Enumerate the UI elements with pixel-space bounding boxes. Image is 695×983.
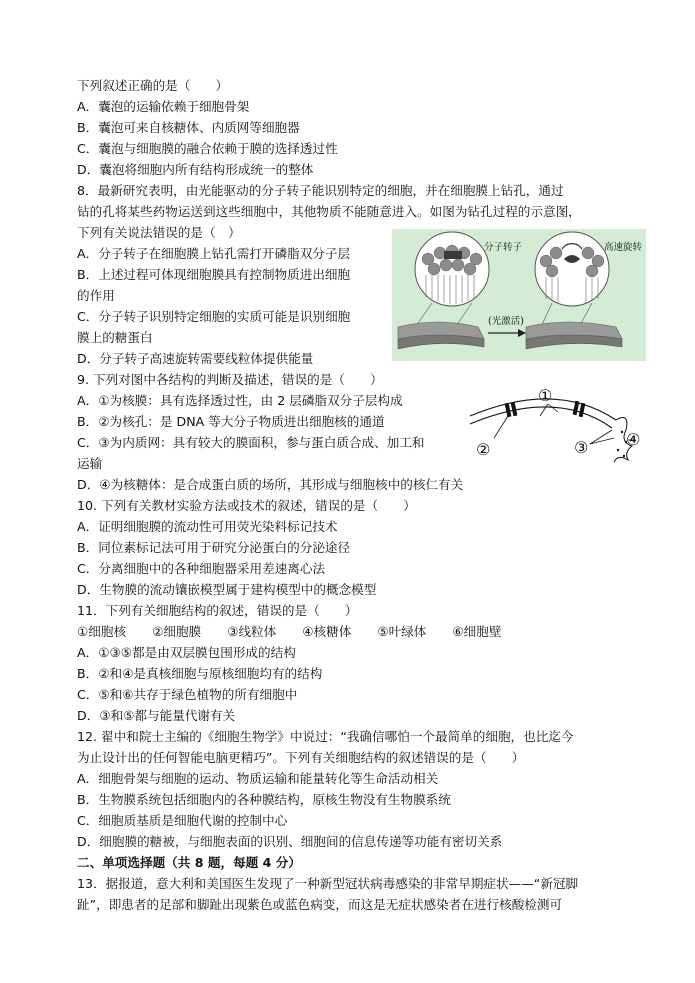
q9-nucleus-figure: [466, 386, 648, 470]
q11-structure-list: [77, 622, 527, 642]
q10-option-d: D．生物膜的流动镶嵌模型属于建构模型中的概念模型: [77, 582, 377, 597]
q11-item: ③线粒体: [227, 624, 277, 639]
q8-option-d: D．分子转子高速旋转需要线粒体提供能量: [77, 351, 314, 366]
spin-label: 高速旋转: [604, 242, 643, 253]
label-3: ③: [574, 438, 589, 457]
q10-option-a: A．证明细胞膜的流动性可用荧光染料标记技术: [77, 519, 338, 534]
q11-item: ⑥细胞壁: [452, 624, 502, 639]
q9-option-d: D．④为核糖体：是合成蛋白质的场所，其形成与细胞核中的核仁有关: [77, 477, 464, 492]
q11-stem: 11．下列有关细胞结构的叙述，错误的是（ ）: [77, 603, 358, 618]
q11-option-c: C．⑤和⑥共存于绿色植物的所有细胞中: [77, 687, 298, 702]
q8-stem-line1: 8．最新研究表明，由光能驱动的分子转子能识别特定的细胞，并在细胞膜上钻孔，通过: [77, 183, 564, 198]
q7-option-d: D．囊泡将细胞内所有结构形成统一的整体: [77, 162, 314, 177]
q9-stem: 9. 下列对图中各结构的判断及描述，错误的是（ ）: [77, 372, 383, 387]
q8-option-b-line2: 的作用: [77, 288, 115, 303]
q9-option-c-line2: 运输: [77, 456, 103, 471]
q12-option-a: A．细胞骨架与细胞的运动、物质运输和能量转化等生命活动相关: [77, 771, 439, 786]
q8-stem-line3: 下列有关说法错误的是（ ）: [77, 225, 241, 240]
q9-option-a: A．①为核膜：具有选择透过性，由 2 层磷脂双分子层构成: [77, 393, 403, 408]
label-4: ④: [626, 430, 641, 449]
section-title: 二、单项选择题（共 8 题，每题 4 分）: [77, 855, 301, 870]
q11-option-b: B．②和④是真核细胞与原核细胞均有的结构: [77, 666, 323, 681]
label-1: ①: [538, 386, 553, 405]
q12-option-b: B．生物膜系统包括细胞内的各种膜结构，原核生物没有生物膜系统: [77, 792, 451, 807]
light-activated-label: (光激活): [488, 316, 524, 327]
q8-option-b-line1: B．上述过程可体现细胞膜具有控制物质进出细胞: [77, 267, 351, 282]
q12-option-c: C．细胞质基质是细胞代谢的控制中心: [77, 813, 288, 828]
q9-option-c-line1: C．③为内质网：具有较大的膜面积，参与蛋白质合成、加工和: [77, 435, 425, 450]
label-2: ②: [476, 440, 491, 459]
q7-stem: 下列叙述正确的是（ ）: [77, 78, 229, 93]
q11-item: ⑤叶绿体: [377, 624, 427, 639]
q10-option-b: B．同位素标记法可用于研究分泌蛋白的分泌途径: [77, 540, 351, 555]
q7-option-b: B．囊泡可来自核糖体、内质网等细胞器: [77, 120, 300, 135]
q11-item: ④核糖体: [302, 624, 352, 639]
q8-option-c-line2: 膜上的糖蛋白: [77, 330, 153, 345]
q12-stem-line1: 12. 翟中和院士主编的《细胞生物学》中说过：“我确信哪怕一个最简单的细胞，也比迄今: [77, 729, 574, 744]
q11-option-a: A．①③⑤都是由双层膜包围形成的结构: [77, 645, 296, 660]
q8-option-c-line1: C．分子转子识别特定细胞的实质可能是识别细胞: [77, 309, 351, 324]
q11-item: ②细胞膜: [152, 624, 202, 639]
rotor-label: 分子转子: [484, 242, 523, 253]
q13-line2: 趾”，即患者的足部和脚趾出现紫色或蓝色病变，而这是无症状感染者在进行核酸检测可: [77, 897, 563, 912]
q13-line1: 13．据报道，意大利和美国医生发现了一种新型冠状病毒感染的非常早期症状——“新冠脚: [77, 876, 579, 891]
q12-option-d: D．细胞膜的糖被，与细胞表面的识别、细胞间的信息传递等功能有密切关系: [77, 834, 503, 849]
q9-option-b: B．②为核孔：是 DNA 等大分子物质进出细胞核的通道: [77, 414, 385, 429]
q11-item: ①细胞核: [77, 624, 127, 639]
q12-stem-line2: 为止设计出的任何智能电脑更精巧”。下列有关细胞结构的叙述错误的是（ ）: [77, 750, 525, 765]
q8-stem-line2: 钻的孔将某些药物运送到这些细胞中，其他物质不能随意进入。如图为钻孔过程的示意图，: [77, 204, 581, 219]
q10-option-c: C．分离细胞中的各种细胞器采用差速离心法: [77, 561, 326, 576]
q7-option-c: C．囊泡与细胞膜的融合依赖于膜的选择透过性: [77, 141, 338, 156]
q8-molecular-rotor-figure: [392, 229, 646, 361]
q8-option-a: A．分子转子在细胞膜上钻孔需打开磷脂双分子层: [77, 246, 351, 261]
q7-option-a: A．囊泡的运输依赖于细胞骨架: [77, 99, 250, 114]
q10-stem: 10. 下列有关教材实验方法或技术的叙述，错误的是（ ）: [77, 498, 416, 513]
q11-option-d: D．③和⑤都与能量代谢有关: [77, 708, 236, 723]
